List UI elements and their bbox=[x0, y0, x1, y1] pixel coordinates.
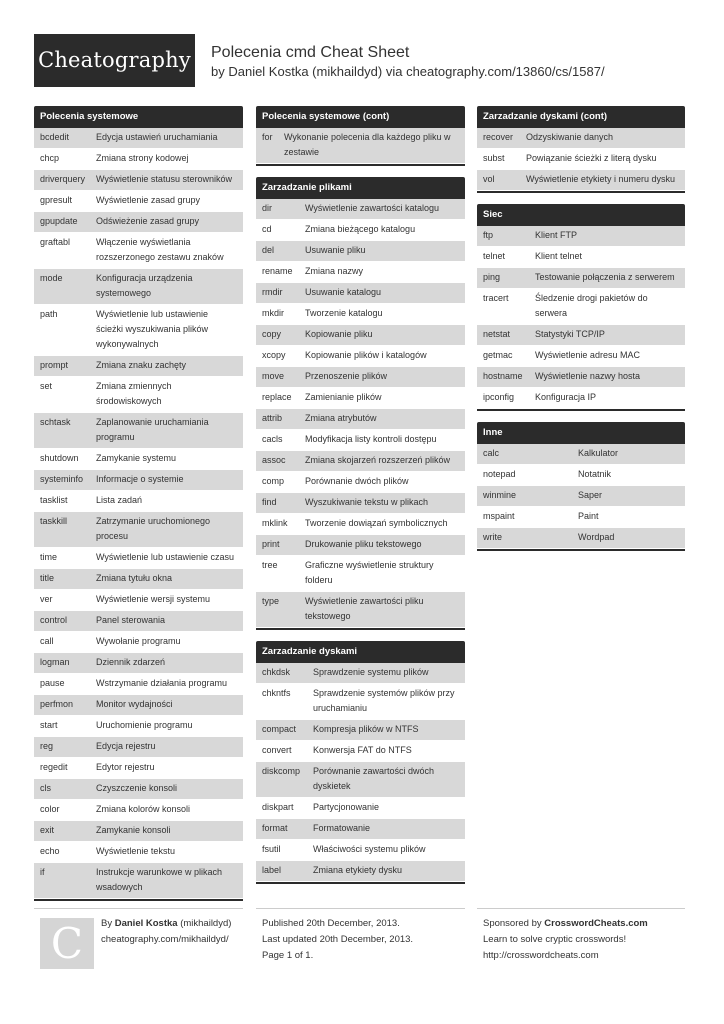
command-description: Zmiana strony kodowej bbox=[96, 153, 189, 163]
table-row bbox=[34, 170, 243, 191]
command-name: time bbox=[40, 552, 58, 562]
section-table bbox=[477, 444, 685, 551]
command-name: xcopy bbox=[262, 350, 286, 360]
command-description: Śledzenie drogi pakietów do serwera bbox=[535, 293, 648, 318]
footer-sponsor bbox=[483, 916, 648, 964]
table-row bbox=[256, 762, 465, 798]
table-row bbox=[477, 268, 685, 289]
section-box bbox=[256, 641, 465, 884]
table-row bbox=[34, 842, 243, 863]
table-row bbox=[34, 674, 243, 695]
table-row bbox=[34, 149, 243, 170]
command-name: driverquery bbox=[40, 174, 86, 184]
table-row bbox=[256, 199, 465, 220]
command-description: Paint bbox=[578, 511, 599, 521]
command-description: Porównanie dwóch plików bbox=[305, 476, 409, 486]
table-row bbox=[477, 486, 685, 507]
table-row bbox=[256, 388, 465, 409]
table-row bbox=[477, 325, 685, 346]
table-row bbox=[256, 304, 465, 325]
section-title: Zarzadzanie dyskami (cont) bbox=[477, 106, 685, 128]
command-name: notepad bbox=[483, 469, 516, 479]
command-description: Notatnik bbox=[578, 469, 612, 479]
command-name: schtask bbox=[40, 417, 71, 427]
command-description: Drukowanie pliku tekstowego bbox=[305, 539, 422, 549]
command-name: calc bbox=[483, 448, 500, 458]
command-name: ver bbox=[40, 594, 53, 604]
author-prefix: By bbox=[101, 918, 113, 929]
table-row bbox=[256, 262, 465, 283]
command-name: chcp bbox=[40, 153, 60, 163]
command-description: Wyświetlenie zasad grupy bbox=[96, 195, 200, 205]
command-name: tree bbox=[262, 560, 278, 570]
command-name: reg bbox=[40, 741, 54, 751]
command-description: Dziennik zdarzeń bbox=[96, 657, 166, 667]
command-description: Powiązanie ścieżki z literą dysku bbox=[526, 153, 657, 163]
command-description: Wykonanie polecenia dla każdego pliku w zestawie bbox=[284, 132, 451, 157]
sponsor-prefix: Sponsored by bbox=[483, 918, 542, 929]
author-avatar: C bbox=[40, 918, 94, 969]
command-description: Formatowanie bbox=[313, 823, 371, 833]
command-name: prompt bbox=[40, 360, 69, 370]
command-description: Wywołanie programu bbox=[96, 636, 181, 646]
command-name: fsutil bbox=[262, 844, 281, 854]
command-description: Odświeżenie zasad grupy bbox=[96, 216, 200, 226]
command-description: Informacje o systemie bbox=[96, 474, 184, 484]
command-description: Wstrzymanie działania programu bbox=[96, 678, 228, 688]
command-description: Zmiana bieżącego katalogu bbox=[305, 224, 416, 234]
table-row bbox=[477, 465, 685, 486]
table-row bbox=[477, 226, 685, 247]
table-row bbox=[256, 819, 465, 840]
command-name: gpresult bbox=[40, 195, 73, 205]
table-row bbox=[477, 507, 685, 528]
command-name: winmine bbox=[483, 490, 517, 500]
table-row bbox=[256, 514, 465, 535]
command-description: Panel sterowania bbox=[96, 615, 166, 625]
command-name: bcdedit bbox=[40, 132, 70, 142]
author-handle: (mikhaildyd) bbox=[180, 918, 232, 929]
table-row bbox=[256, 556, 465, 592]
command-name: call bbox=[40, 636, 54, 646]
table-row bbox=[34, 863, 243, 899]
section-box bbox=[477, 204, 685, 411]
published-date: Published 20th December, 2013. bbox=[262, 918, 400, 929]
table-row bbox=[256, 592, 465, 628]
command-name: write bbox=[483, 532, 503, 542]
table-row bbox=[477, 388, 685, 409]
command-name: copy bbox=[262, 329, 282, 339]
table-row bbox=[256, 451, 465, 472]
table-row bbox=[477, 528, 685, 549]
table-row bbox=[34, 632, 243, 653]
author-line[interactable] bbox=[101, 916, 231, 932]
table-row bbox=[34, 491, 243, 512]
command-description: Konwersja FAT do NTFS bbox=[313, 745, 412, 755]
table-row bbox=[34, 821, 243, 842]
column-right bbox=[477, 106, 685, 562]
section-table bbox=[256, 199, 465, 630]
section-table bbox=[477, 226, 685, 411]
command-name: dir bbox=[262, 203, 273, 213]
table-row bbox=[34, 695, 243, 716]
command-name: recover bbox=[483, 132, 514, 142]
command-description: Edycja rejestru bbox=[96, 741, 156, 751]
command-name: control bbox=[40, 615, 68, 625]
command-name: ipconfig bbox=[483, 392, 515, 402]
command-name: convert bbox=[262, 745, 292, 755]
command-description: Zmiana atrybutów bbox=[305, 413, 377, 423]
table-row bbox=[477, 444, 685, 465]
command-description: Wyświetlenie lub ustawienie ścieżki wyszukiwania plików wykonywalnych bbox=[96, 309, 209, 349]
table-row bbox=[477, 346, 685, 367]
command-name: graftabl bbox=[40, 237, 71, 247]
command-description: Statystyki TCP/IP bbox=[535, 329, 605, 339]
command-name: set bbox=[40, 381, 53, 391]
table-row bbox=[256, 283, 465, 304]
table-row bbox=[256, 535, 465, 556]
footer-divider-right bbox=[477, 908, 685, 909]
table-row bbox=[256, 409, 465, 430]
command-name: comp bbox=[262, 476, 285, 486]
command-name: move bbox=[262, 371, 285, 381]
command-name: title bbox=[40, 573, 55, 583]
table-row bbox=[34, 470, 243, 491]
command-name: telnet bbox=[483, 251, 506, 261]
command-description: Odzyskiwanie danych bbox=[526, 132, 614, 142]
command-name: perfmon bbox=[40, 699, 74, 709]
section-box bbox=[256, 177, 465, 630]
command-description: Instrukcje warunkowe w plikach wsadowych bbox=[96, 867, 223, 892]
table-row bbox=[34, 233, 243, 269]
table-row bbox=[34, 212, 243, 233]
table-row bbox=[256, 128, 465, 164]
section-title: Siec bbox=[477, 204, 685, 226]
command-name: diskcomp bbox=[262, 766, 301, 776]
command-name: for bbox=[262, 132, 273, 142]
command-name: ping bbox=[483, 272, 501, 282]
command-description: Zamykanie konsoli bbox=[96, 825, 171, 835]
section-table bbox=[256, 663, 465, 884]
table-row bbox=[477, 247, 685, 268]
table-row bbox=[34, 758, 243, 779]
command-name: chkntfs bbox=[262, 688, 291, 698]
table-row bbox=[34, 716, 243, 737]
command-description: Zmiana kolorów konsoli bbox=[96, 804, 191, 814]
footer-divider-left bbox=[34, 908, 243, 909]
table-row bbox=[256, 663, 465, 684]
command-description: Zamykanie systemu bbox=[96, 453, 177, 463]
section-table bbox=[34, 128, 243, 901]
cheatography-logo[interactable]: Cheatography bbox=[34, 34, 195, 87]
command-description: Kopiowanie pliku bbox=[305, 329, 373, 339]
section-title: Polecenia systemowe (cont) bbox=[256, 106, 465, 128]
command-description: Konfiguracja IP bbox=[535, 392, 597, 402]
command-description: Wyświetlenie wersji systemu bbox=[96, 594, 210, 604]
command-name: hostname bbox=[483, 371, 523, 381]
command-description: Usuwanie pliku bbox=[305, 245, 366, 255]
command-description: Testowanie połączenia z serwerem bbox=[535, 272, 675, 282]
command-description: Klient telnet bbox=[535, 251, 583, 261]
command-description: Włączenie wyświetlania rozszerzonego zestawu znaków bbox=[96, 237, 224, 262]
command-name: pause bbox=[40, 678, 65, 688]
command-name: tracert bbox=[483, 293, 509, 303]
table-row bbox=[477, 170, 685, 191]
command-description: Wyświetlenie lub ustawienie czasu bbox=[96, 552, 234, 562]
command-description: Zatrzymanie uruchomionego procesu bbox=[96, 516, 211, 541]
command-name: echo bbox=[40, 846, 60, 856]
page-number: Page 1 of 1. bbox=[262, 950, 314, 961]
section-box bbox=[477, 422, 685, 551]
sponsor-tagline: Learn to solve cryptic crosswords! bbox=[483, 934, 627, 945]
command-name: mkdir bbox=[262, 308, 284, 318]
table-row bbox=[34, 269, 243, 305]
command-description: Wyświetlenie zawartości katalogu bbox=[305, 203, 439, 213]
table-row bbox=[256, 840, 465, 861]
table-row bbox=[34, 611, 243, 632]
command-description: Sprawdzenie systemu plików bbox=[313, 667, 429, 677]
table-row bbox=[256, 430, 465, 451]
command-description: Kompresja plików w NTFS bbox=[313, 724, 419, 734]
command-name: assoc bbox=[262, 455, 286, 465]
table-row bbox=[477, 149, 685, 170]
command-name: cacls bbox=[262, 434, 283, 444]
author-url[interactable]: cheatography.com/mikhaildyd/ bbox=[101, 934, 229, 945]
command-name: cls bbox=[40, 783, 51, 793]
updated-date: Last updated 20th December, 2013. bbox=[262, 934, 414, 945]
command-description: Kalkulator bbox=[578, 448, 619, 458]
table-row bbox=[34, 128, 243, 149]
command-description: Tworzenie dowiązań symbolicznych bbox=[305, 518, 448, 528]
command-name: gpupdate bbox=[40, 216, 78, 226]
command-description: Zamienianie plików bbox=[305, 392, 382, 402]
table-row bbox=[256, 325, 465, 346]
table-row bbox=[34, 737, 243, 758]
command-name: compact bbox=[262, 724, 297, 734]
footer-divider-middle bbox=[256, 908, 465, 909]
section-title: Polecenia systemowe bbox=[34, 106, 243, 128]
footer-dates bbox=[262, 916, 413, 964]
section-box bbox=[34, 106, 243, 901]
table-row bbox=[477, 128, 685, 149]
command-name: find bbox=[262, 497, 277, 507]
column-middle bbox=[256, 106, 465, 895]
section-table bbox=[477, 128, 685, 193]
command-description: Wyszukiwanie tekstu w plikach bbox=[305, 497, 428, 507]
command-description: Lista zadań bbox=[96, 495, 143, 505]
table-row bbox=[34, 356, 243, 377]
command-description: Klient FTP bbox=[535, 230, 578, 240]
table-row bbox=[256, 472, 465, 493]
section-table bbox=[256, 128, 465, 166]
command-description: Edytor rejestru bbox=[96, 762, 155, 772]
table-row bbox=[256, 861, 465, 882]
table-row bbox=[34, 377, 243, 413]
command-name: color bbox=[40, 804, 60, 814]
command-description: Partycjonowanie bbox=[313, 802, 380, 812]
command-description: Zmiana skojarzeń rozszerzeń plików bbox=[305, 455, 451, 465]
table-row bbox=[256, 720, 465, 741]
table-row bbox=[256, 241, 465, 262]
page-byline[interactable]: by Daniel Kostka (mikhaildyd) via cheatography.com/13860/cs/1587/ bbox=[211, 64, 605, 79]
table-row bbox=[34, 590, 243, 611]
command-name: regedit bbox=[40, 762, 68, 772]
table-row bbox=[34, 305, 243, 356]
command-name: tasklist bbox=[40, 495, 68, 505]
sponsor-line bbox=[483, 916, 648, 932]
command-description: Tworzenie katalogu bbox=[305, 308, 383, 318]
command-description: Graficzne wyświetlenie struktury folderu bbox=[305, 560, 434, 585]
table-row bbox=[256, 367, 465, 388]
section-title: Inne bbox=[477, 422, 685, 444]
table-row bbox=[477, 367, 685, 388]
command-description: Zmiana znaku zachęty bbox=[96, 360, 187, 370]
command-description: Wyświetlenie adresu MAC bbox=[535, 350, 640, 360]
command-description: Wyświetlenie tekstu bbox=[96, 846, 175, 856]
author-name[interactable]: Daniel Kostka bbox=[114, 918, 178, 929]
table-row bbox=[34, 449, 243, 470]
command-name: mklink bbox=[262, 518, 288, 528]
table-row bbox=[34, 653, 243, 674]
command-name: type bbox=[262, 596, 280, 606]
sponsor-name[interactable]: CrosswordCheats.com bbox=[544, 918, 648, 929]
command-name: systeminfo bbox=[40, 474, 84, 484]
command-description: Zmiana nazwy bbox=[305, 266, 364, 276]
section-title: Zarzadzanie plikami bbox=[256, 177, 465, 199]
command-name: vol bbox=[483, 174, 495, 184]
command-name: label bbox=[262, 865, 282, 875]
command-description: Wyświetlenie statusu sterowników bbox=[96, 174, 232, 184]
table-row bbox=[256, 493, 465, 514]
section-box bbox=[256, 106, 465, 166]
command-name: path bbox=[40, 309, 58, 319]
command-description: Uruchomienie programu bbox=[96, 720, 193, 730]
command-description: Zmiana tytułu okna bbox=[96, 573, 173, 583]
table-row bbox=[34, 800, 243, 821]
command-description: Porównanie zawartości dwóch dyskietek bbox=[313, 766, 435, 791]
command-name: getmac bbox=[483, 350, 513, 360]
command-name: chkdsk bbox=[262, 667, 291, 677]
command-description: Wordpad bbox=[578, 532, 615, 542]
table-row bbox=[256, 741, 465, 762]
page-title: Polecenia cmd Cheat Sheet bbox=[211, 44, 410, 61]
command-name: logman bbox=[40, 657, 70, 667]
table-row bbox=[256, 684, 465, 720]
command-name: if bbox=[40, 867, 45, 877]
command-description: Modyfikacja listy kontroli dostępu bbox=[305, 434, 437, 444]
table-row bbox=[477, 289, 685, 325]
command-name: rename bbox=[262, 266, 293, 276]
table-row bbox=[256, 798, 465, 819]
command-name: replace bbox=[262, 392, 292, 402]
command-description: Edycja ustawień uruchamiania bbox=[96, 132, 218, 142]
command-description: Właściwości systemu plików bbox=[313, 844, 426, 854]
command-name: print bbox=[262, 539, 280, 549]
command-name: netstat bbox=[483, 329, 511, 339]
command-description: Przenoszenie plików bbox=[305, 371, 388, 381]
command-name: exit bbox=[40, 825, 55, 835]
command-name: ftp bbox=[483, 230, 494, 240]
table-row bbox=[256, 220, 465, 241]
command-name: mode bbox=[40, 273, 63, 283]
sponsor-url[interactable]: http://crosswordcheats.com bbox=[483, 950, 599, 961]
command-description: Wyświetlenie zawartości pliku tekstowego bbox=[305, 596, 424, 621]
command-name: mspaint bbox=[483, 511, 515, 521]
command-name: subst bbox=[483, 153, 505, 163]
command-name: cd bbox=[262, 224, 272, 234]
table-row bbox=[34, 548, 243, 569]
command-name: attrib bbox=[262, 413, 283, 423]
command-description: Zmiana zmiennych środowiskowych bbox=[96, 381, 172, 406]
command-name: start bbox=[40, 720, 58, 730]
footer-author bbox=[101, 916, 231, 948]
table-row bbox=[34, 191, 243, 212]
command-description: Usuwanie katalogu bbox=[305, 287, 382, 297]
table-row bbox=[256, 346, 465, 367]
command-description: Sprawdzenie systemów plików przy uruchamianiu bbox=[313, 688, 455, 713]
command-description: Zaplanowanie uruchamiania programu bbox=[96, 417, 209, 442]
command-name: del bbox=[262, 245, 275, 255]
command-description: Kopiowanie plików i katalogów bbox=[305, 350, 427, 360]
command-description: Wyświetlenie etykiety i numeru dysku bbox=[526, 174, 675, 184]
command-name: shutdown bbox=[40, 453, 79, 463]
command-description: Monitor wydajności bbox=[96, 699, 173, 709]
command-name: rmdir bbox=[262, 287, 283, 297]
section-box bbox=[477, 106, 685, 193]
command-description: Czyszczenie konsoli bbox=[96, 783, 178, 793]
command-description: Saper bbox=[578, 490, 603, 500]
command-name: format bbox=[262, 823, 288, 833]
table-row bbox=[34, 569, 243, 590]
command-name: taskkill bbox=[40, 516, 68, 526]
table-row bbox=[34, 779, 243, 800]
command-description: Zmiana etykiety dysku bbox=[313, 865, 403, 875]
column-left bbox=[34, 106, 243, 912]
table-row bbox=[34, 413, 243, 449]
command-description: Konfiguracja urządzenia systemowego bbox=[96, 273, 193, 298]
section-title: Zarzadzanie dyskami bbox=[256, 641, 465, 663]
table-row bbox=[34, 512, 243, 548]
command-name: diskpart bbox=[262, 802, 294, 812]
command-description: Wyświetlenie nazwy hosta bbox=[535, 371, 640, 381]
